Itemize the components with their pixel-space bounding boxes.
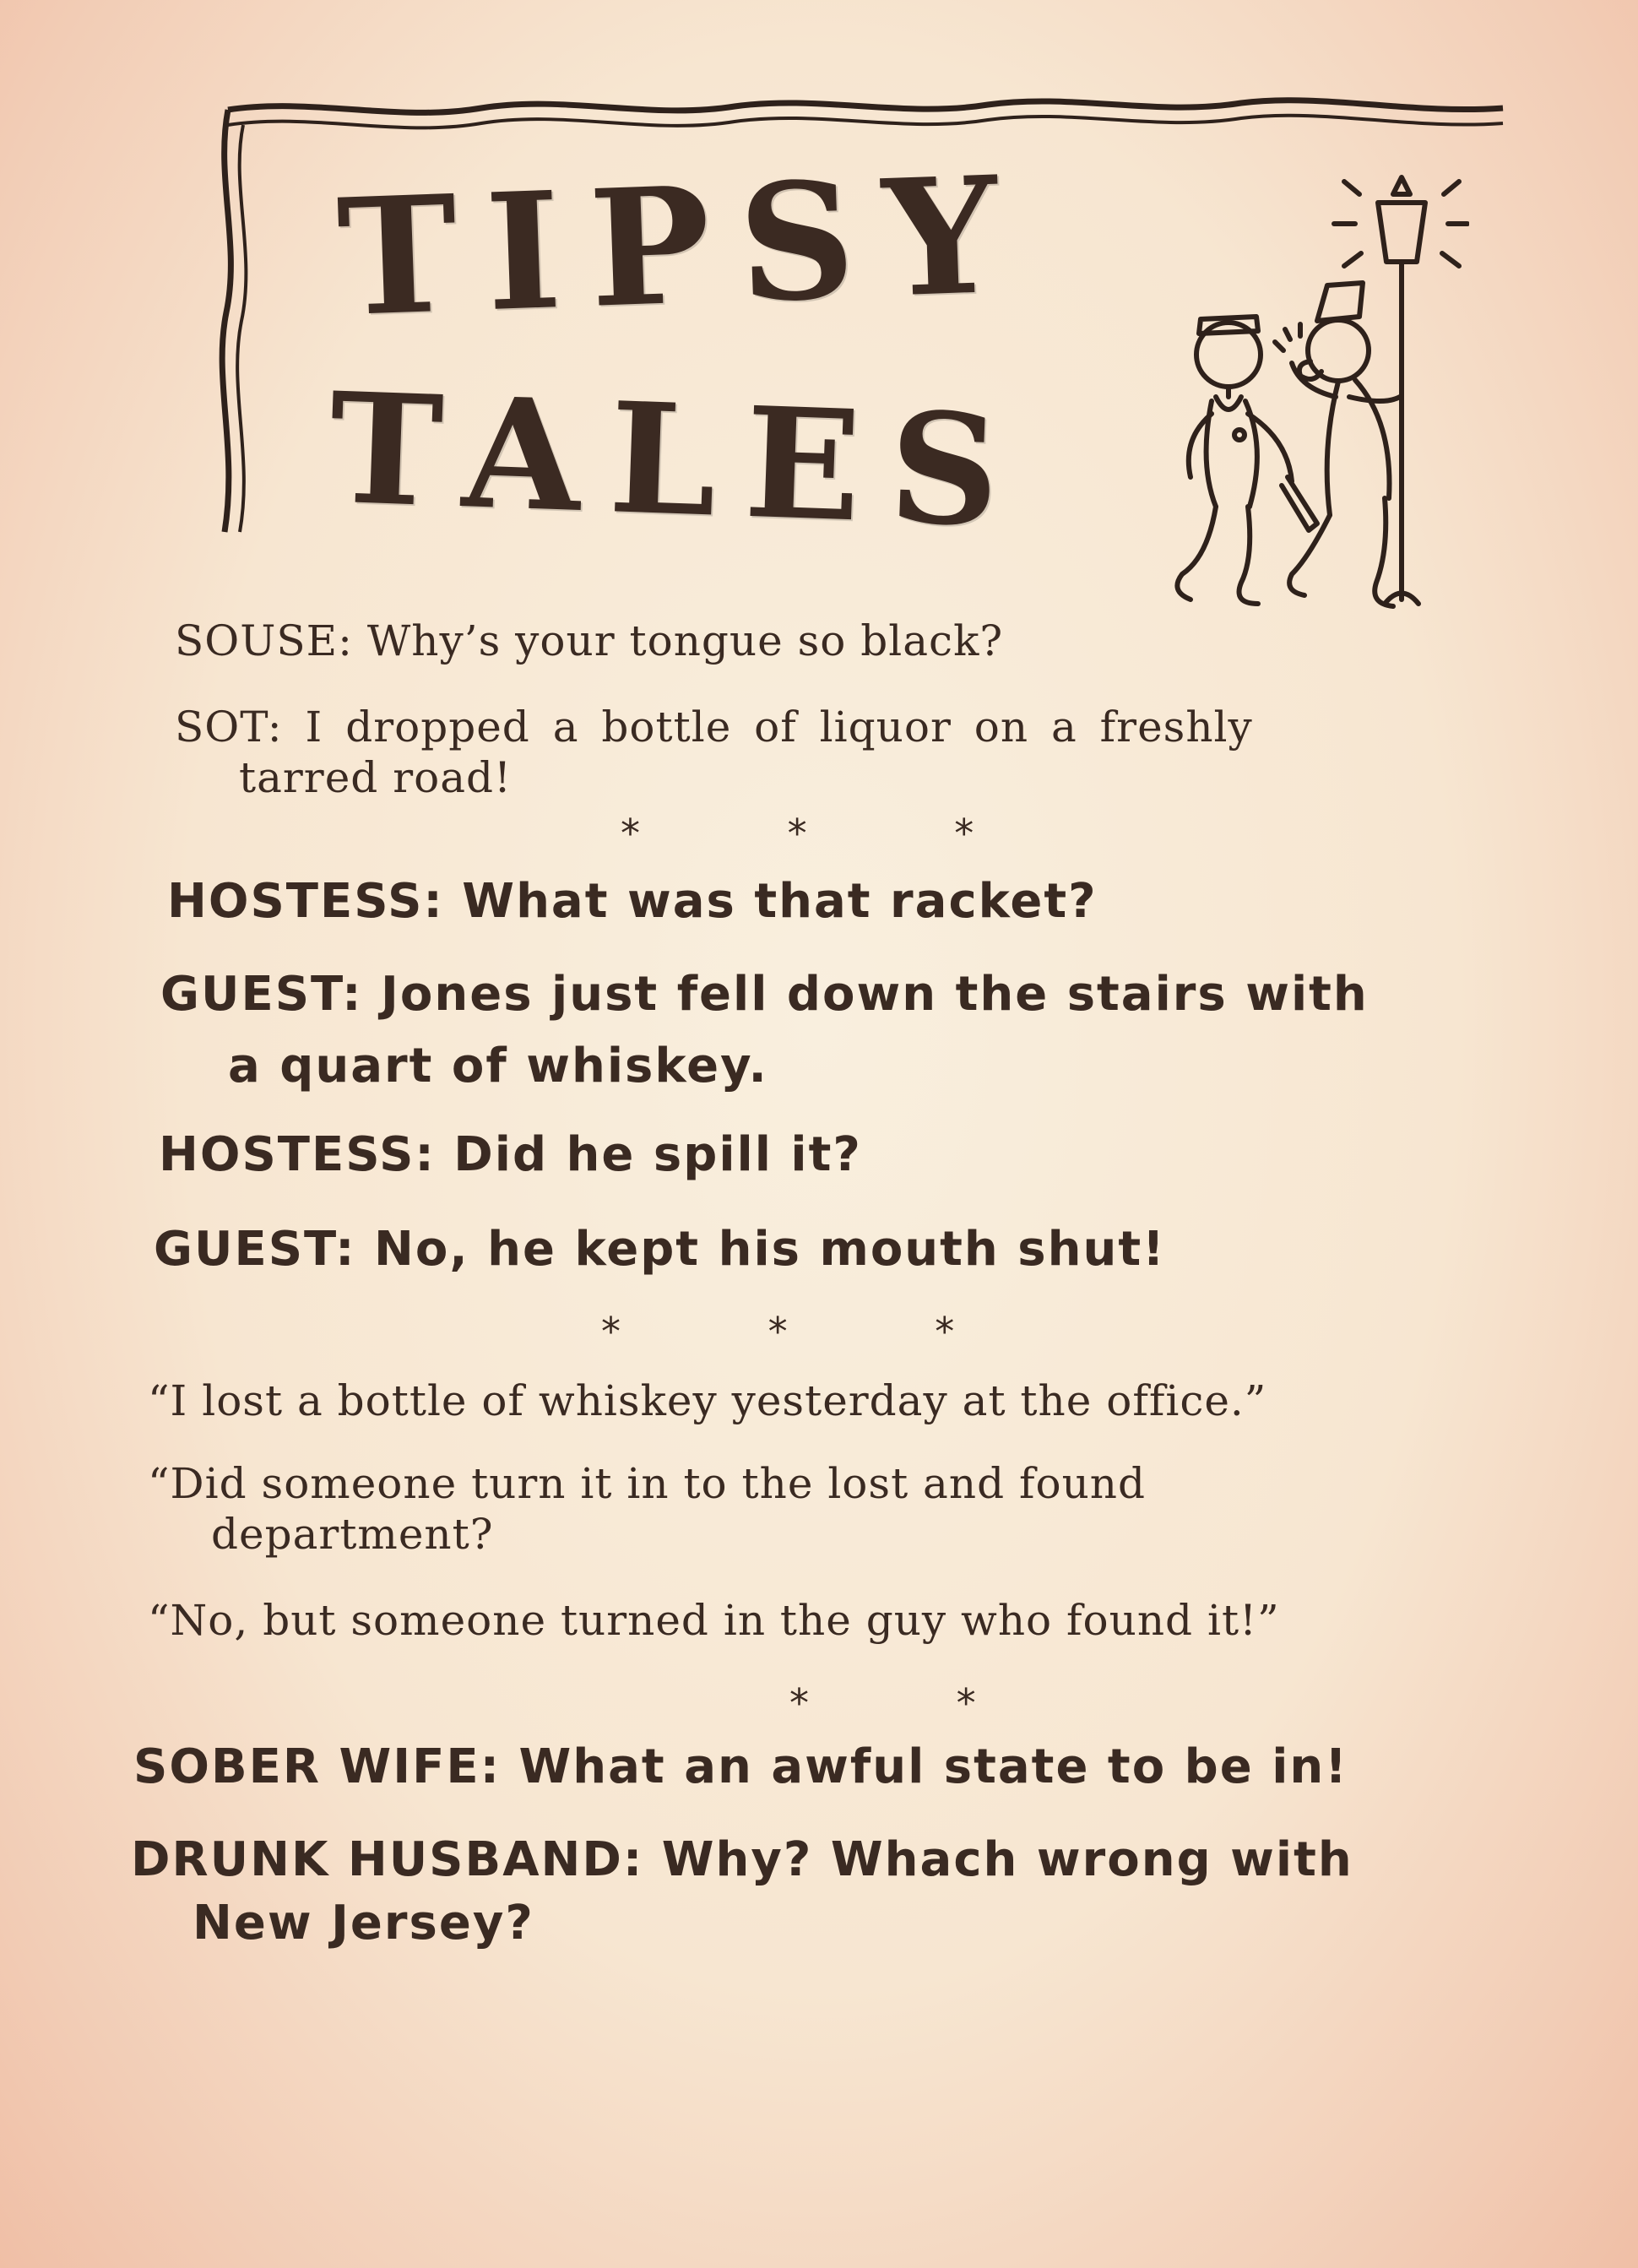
joke-3-line-2: “Did someone turn it in to the lost and found	[148, 1459, 1146, 1508]
joke-2-line-3: a quart of whiskey.	[228, 1039, 768, 1093]
joke-2-line-5: GUEST: No, he kept his mouth shut!	[154, 1222, 1166, 1277]
joke-1-line-2: SOT: I dropped a bottle of liquor on a freshly	[175, 703, 1253, 751]
title-tipsy: TIPSY	[334, 139, 1030, 353]
joke-2-line-1: HOSTESS: What was that racket?	[167, 874, 1098, 929]
separator-2: * * *	[601, 1309, 955, 1354]
joke-3-line-1: “I lost a bottle of whiskey yesterday at the office.”	[148, 1376, 1267, 1425]
joke-4-line-1: SOBER WIFE: What an awful state to be in!	[133, 1739, 1348, 1794]
separator-1: * * *	[621, 811, 974, 856]
joke-3-line-4: “No, but someone turned in the guy who found it!”	[148, 1596, 1280, 1645]
joke-1-line-3: tarred road!	[239, 753, 513, 802]
joke-4-line-2: DRUNK HUSBAND: Why? Whach wrong with	[131, 1832, 1353, 1887]
separator-3: * *	[789, 1680, 976, 1726]
joke-2-line-4: HOSTESS: Did he spill it?	[159, 1127, 862, 1182]
joke-1-line-1: SOUSE: Why’s your tongue so black?	[175, 616, 1004, 665]
joke-3-line-3: department?	[211, 1510, 494, 1559]
joke-2-line-2: GUEST: Jones just fell down the stairs with	[160, 967, 1369, 1022]
joke-4-line-3: New Jersey?	[193, 1896, 534, 1951]
title-tales: TALES	[326, 359, 1031, 562]
